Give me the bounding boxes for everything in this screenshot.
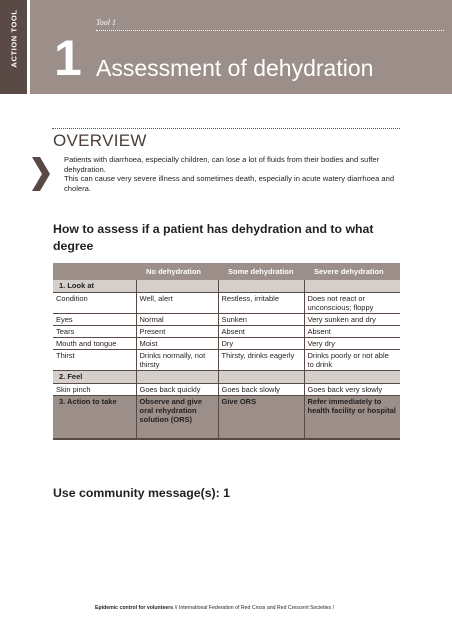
- footer-title: Epidemic control for volunteers: [95, 605, 174, 611]
- column-header: [53, 263, 136, 280]
- tool-number: 1: [54, 30, 82, 86]
- table-cell: Goes back slowly: [218, 384, 304, 396]
- action-tool-tab: [0, 0, 27, 94]
- dehydration-table: [53, 263, 400, 440]
- row-label: Skin pinch: [53, 384, 136, 396]
- table-cell: Very sunken and dry: [304, 314, 400, 326]
- section-label: 3. Action to take: [53, 396, 136, 440]
- section-label: 2. Feel: [53, 371, 136, 384]
- table-cell: Well, alert: [136, 293, 218, 314]
- table-cell: Absent: [304, 326, 400, 338]
- table-cell: Goes back quickly: [136, 384, 218, 396]
- table-cell: Sunken: [218, 314, 304, 326]
- row-label: Mouth and tongue: [53, 338, 136, 350]
- row-label: Eyes: [53, 314, 136, 326]
- tool-label: Tool 1: [96, 18, 116, 27]
- overview-divider: [52, 128, 400, 129]
- row-label: Condition: [53, 293, 136, 314]
- table-cell: Observe and give oral rehydration solution (ORS): [136, 396, 218, 440]
- table-cell: Dry: [218, 338, 304, 350]
- page-title: Assessment of dehydration: [96, 55, 374, 81]
- table-cell: Moist: [136, 338, 218, 350]
- table-cell: Absent: [218, 326, 304, 338]
- table-cell: Does not react or unconscious; floppy: [304, 293, 400, 314]
- column-header: No dehydration: [136, 263, 218, 280]
- page-footer: [95, 605, 334, 611]
- table-header-row: [53, 263, 400, 280]
- overview-paragraph: Patients with diarrhoea, especially children, can lose a lot of fluids from their bodies and suffer dehydration.: [64, 155, 380, 174]
- section-row: [53, 371, 400, 384]
- table-cell: Refer immediately to health facility or hospital: [304, 396, 400, 440]
- table-cell: Drinks poorly or not able to drink: [304, 350, 400, 371]
- overview-heading: OVERVIEW: [53, 131, 147, 150]
- table-row: [53, 326, 400, 338]
- table-cell: Thirsty, drinks eagerly: [218, 350, 304, 371]
- table-row: [53, 350, 400, 371]
- table-cell: Very dry: [304, 338, 400, 350]
- assessment-heading: How to assess if a patient has dehydration and to what degree: [53, 222, 374, 253]
- action-row: [53, 396, 400, 440]
- row-label: Thirst: [53, 350, 136, 371]
- column-header: Severe dehydration: [304, 263, 400, 280]
- overview-text: [64, 155, 400, 193]
- table-row: [53, 384, 400, 396]
- chevron-right-icon: [30, 157, 50, 191]
- section-row: [53, 280, 400, 293]
- tool-header: [30, 0, 452, 94]
- column-header: Some dehydration: [218, 263, 304, 280]
- overview-paragraph: This can cause very severe illness and sometimes death, especially in acute watery diarrhoea and cholera.: [64, 174, 395, 193]
- table-row: [53, 293, 400, 314]
- header-divider: [96, 30, 444, 31]
- table-cell: Goes back very slowly: [304, 384, 400, 396]
- table-row: [53, 338, 400, 350]
- community-messages: Use community message(s): 1: [53, 486, 231, 500]
- table-cell: Present: [136, 326, 218, 338]
- section-label: 1. Look at: [53, 280, 136, 293]
- table-cell: Restless, irritable: [218, 293, 304, 314]
- footer-publisher: // International Federation of Red Cross and Red Crescent Societies /: [173, 605, 335, 611]
- table-cell: Give ORS: [218, 396, 304, 440]
- table-cell: Drinks normally, not thirsty: [136, 350, 218, 371]
- row-label: Tears: [53, 326, 136, 338]
- table-cell: Normal: [136, 314, 218, 326]
- action-tool-label: ACTION TOOL: [9, 9, 19, 68]
- table-row: [53, 314, 400, 326]
